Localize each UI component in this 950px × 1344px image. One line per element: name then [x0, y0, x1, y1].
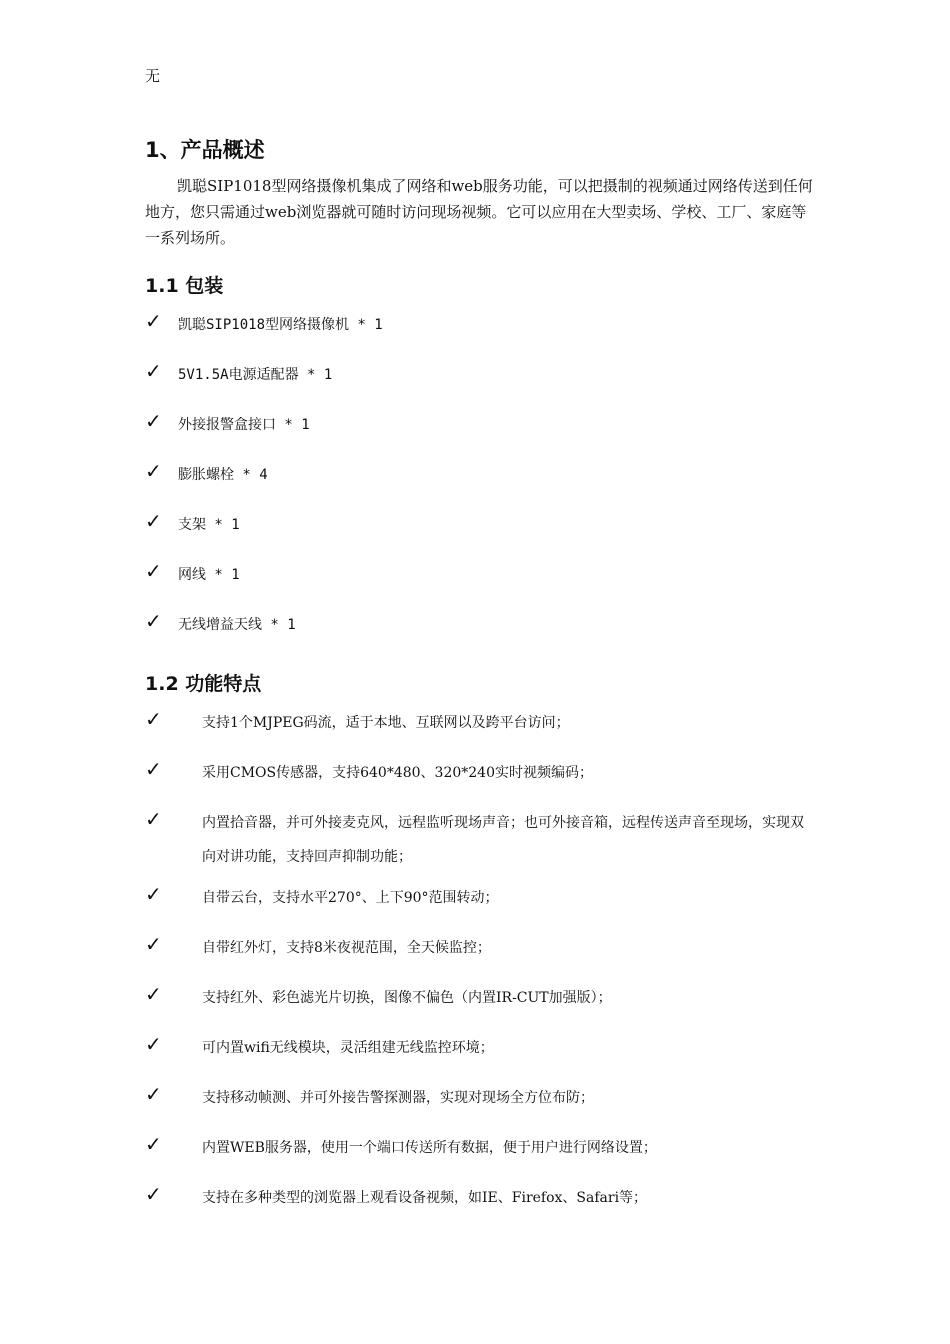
- check-icon: ✓: [145, 459, 162, 483]
- feature-item-text: 采用CMOS传感器，支持640*480、320*240实时视频编码；: [202, 765, 594, 781]
- check-icon: ✓: [145, 982, 162, 1006]
- check-icon: ✓: [145, 1132, 162, 1156]
- list-item: [145, 1182, 812, 1237]
- product-overview-paragraph: 凯聪SIP1018型网络摄像机集成了网络和web服务功能，可以把摄制的视频通过网络传送到任何地方，您只需通过web浏览器就可随时访问现场视频。它可以应用在大型卖场、学校、工厂、家庭等一系列场所。: [145, 177, 813, 247]
- list-item: [145, 932, 812, 987]
- check-icon: ✓: [145, 409, 162, 433]
- feature-item-text: 支持1个MJPEG码流，适于本地、互联网以及跨平台访问；: [202, 715, 570, 731]
- features-list: [145, 707, 812, 1237]
- feature-item-text: 内置WEB服务器，使用一个端口传送所有数据，便于用户进行网络设置；: [202, 1140, 657, 1156]
- list-item: [145, 807, 812, 887]
- section-title-features: 1.2 功能特点: [145, 673, 262, 695]
- list-item: [145, 882, 812, 937]
- section-title-product-overview: 1、产品概述: [145, 138, 265, 162]
- check-icon: ✓: [145, 707, 162, 731]
- check-icon: ✓: [145, 1082, 162, 1106]
- check-icon: ✓: [145, 1032, 162, 1056]
- check-icon: ✓: [145, 757, 162, 781]
- feature-item-text: 支持移动帧测、并可外接告警探测器，实现对现场全方位布防；: [202, 1090, 594, 1106]
- package-item-text: 外接报警盒接口 * 1: [178, 417, 310, 433]
- package-item-text: 网线 * 1: [178, 567, 240, 583]
- check-icon: ✓: [145, 559, 162, 583]
- package-item-text: 无线增益天线 * 1: [178, 617, 296, 633]
- check-icon: ✓: [145, 1182, 162, 1206]
- check-icon: ✓: [145, 932, 162, 956]
- check-icon: ✓: [145, 309, 162, 333]
- check-icon: ✓: [145, 609, 162, 633]
- feature-item-text: 自带红外灯，支持8米夜视范围，全天候监控；: [202, 940, 491, 956]
- check-icon: ✓: [145, 509, 162, 533]
- list-item: [145, 982, 812, 1037]
- feature-item-text: 自带云台，支持水平270°、上下90°范围转动；: [202, 890, 499, 906]
- list-item: [145, 1132, 812, 1187]
- feature-item-text: 可内置wifi无线模块，灵活组建无线监控环境；: [202, 1040, 494, 1056]
- package-item-text: 凯聪SIP1018型网络摄像机 * 1: [178, 317, 383, 333]
- feature-item-text: 支持红外、彩色滤光片切换，图像不偏色（内置IR-CUT加强版）；: [202, 990, 612, 1006]
- list-item: [145, 1082, 812, 1137]
- section-title-package: 1.1 包装: [145, 275, 224, 297]
- package-item-text: 膨胀螺栓 * 4: [178, 467, 268, 483]
- header-note: 无: [145, 67, 161, 85]
- feature-item-text: 内置拾音器，并可外接麦克风，远程监听现场声音；也可外接音箱，远程传送声音至现场，实现双向对讲功能，支持回声抑制功能；: [202, 815, 804, 865]
- list-item: [145, 1032, 812, 1087]
- package-item-text: 支架 * 1: [178, 517, 240, 533]
- package-item-text: 5V1.5A电源适配器 * 1: [178, 367, 333, 383]
- list-item: [145, 707, 812, 762]
- check-icon: ✓: [145, 807, 162, 831]
- list-item: [145, 757, 812, 812]
- feature-item-text: 支持在多种类型的浏览器上观看设备视频，如IE、Firefox、Safari等；: [202, 1190, 648, 1206]
- check-icon: ✓: [145, 359, 162, 383]
- check-icon: ✓: [145, 882, 162, 906]
